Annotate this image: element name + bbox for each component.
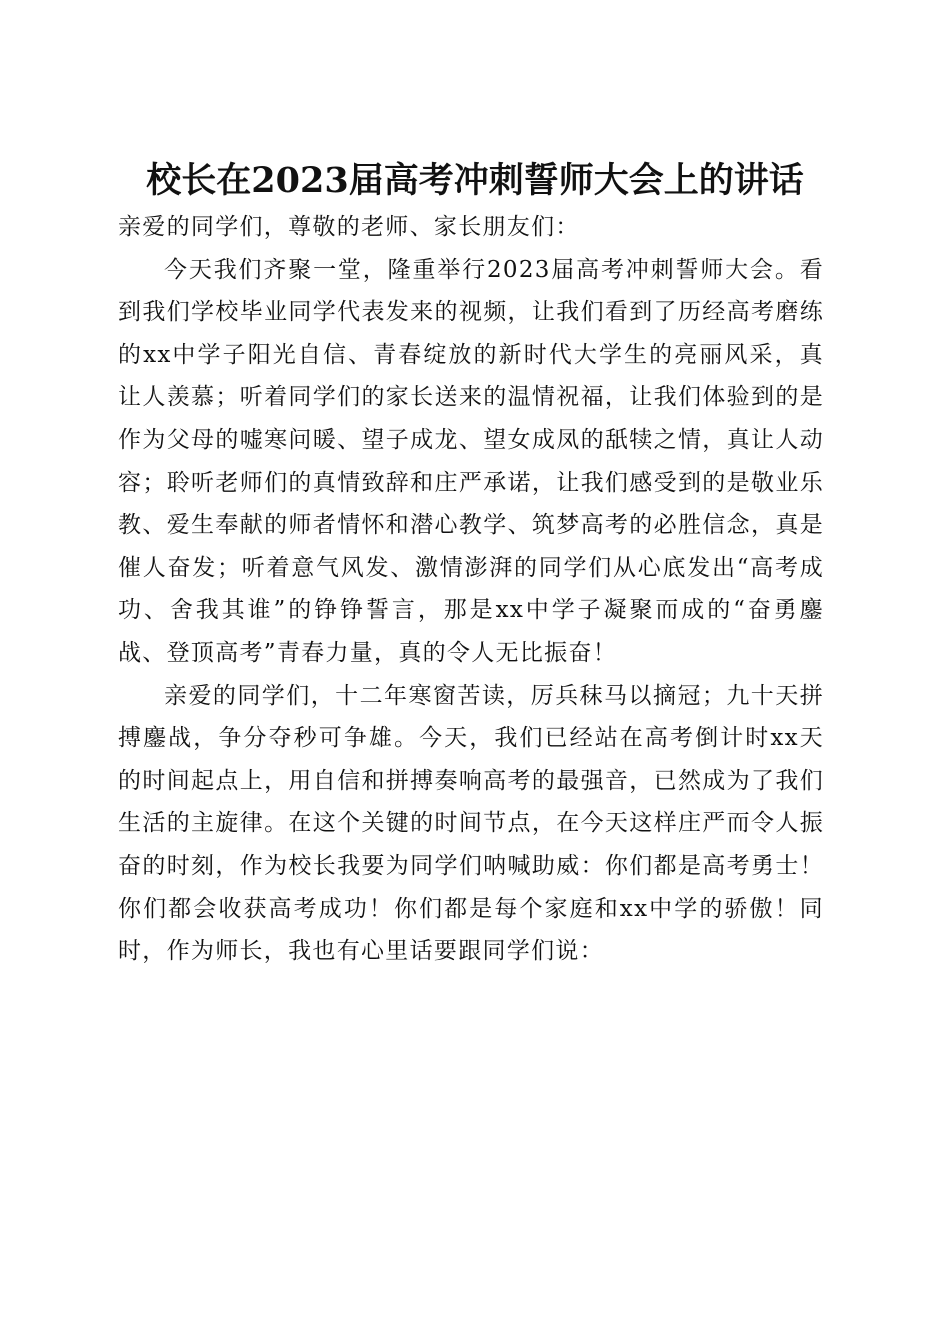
document-title: 校长在2023届高考冲刺誓师大会上的讲话 bbox=[146, 160, 804, 202]
document-body bbox=[118, 206, 824, 973]
salutation: 亲爱的同学们，尊敬的老师、家长朋友们： bbox=[118, 214, 580, 240]
paragraph-2: 亲爱的同学们，十二年寒窗苦读，厉兵秣马以摘冠；九十天拼搏鏖战，争分夺秒可争雄。今天，我们已经站在高考倒计时xx天的时间起点上，用自信和拼搏奏响高考的最强音，已然成为了我们生活的主旋律。在这个关键的时间节点，在今天这样庄严而令人振奋的时刻，作为校长我要为同学们呐喊助威：你们都是高考勇士！你们都会收获高考成功！你们都是每个家庭和xx中学的骄傲！同时，作为师长，我也有心里话要跟同学们说： bbox=[118, 682, 824, 965]
paragraph-1: 今天我们齐聚一堂，隆重举行2023届高考冲刺誓师大会。看到我们学校毕业同学代表发来的视频，让我们看到了历经高考磨练的xx中学子阳光自信、青春绽放的新时代大学生的亮丽风采，真让人羡慕；听着同学们的家长送来的温情祝福，让我们体验到的是作为父母的嘘寒问暖、望子成龙、望女成凤的舐犊之情，真让人动容；聆听老师们的真情致辞和庄严承诺，让我们感受到的是敬业乐教、爱生奉献的师者情怀和潜心教学、筑梦高考的必胜信念，真是催人奋发；听着意气风发、激情澎湃的同学们从心底发出“高考成功、舍我其谁”的铮铮誓言，那是xx中学子凝聚而成的“奋勇鏖战、登顶高考”青春力量，真的令人无比振奋！ bbox=[118, 256, 824, 666]
